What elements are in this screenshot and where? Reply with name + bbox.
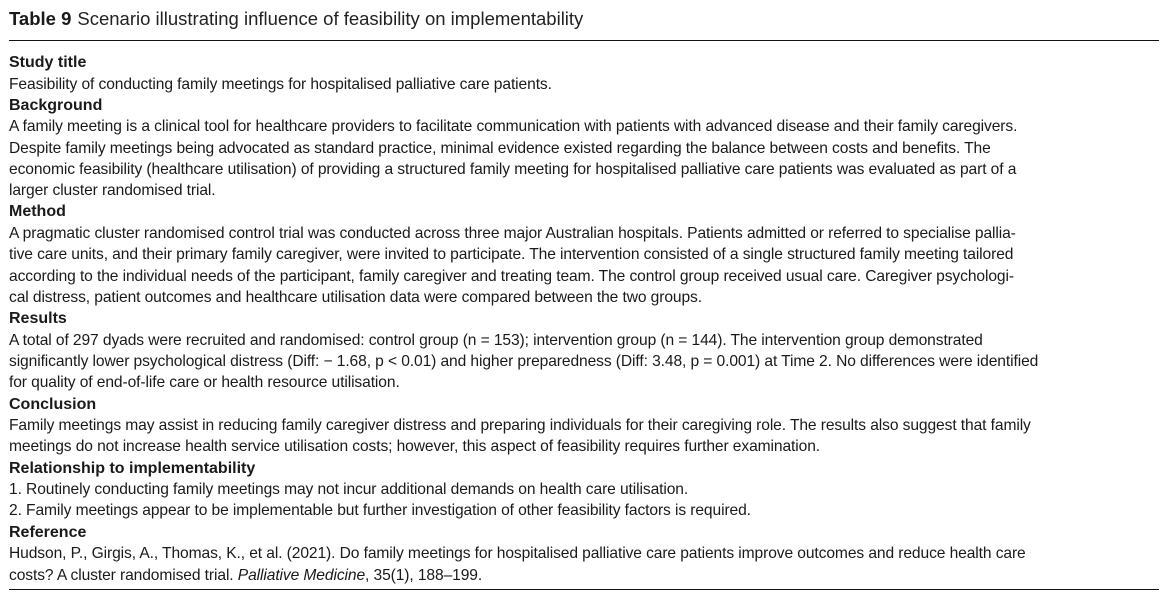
reference-text <box>9 543 1159 586</box>
text-line: meetings do not increase health service utilisation costs; however, this aspect of feasibility requires further examination. <box>9 438 821 456</box>
table-title: Scenario illustrating influence of feasibility on implementability <box>77 8 584 29</box>
section-text <box>9 415 1159 458</box>
section-conclusion <box>9 394 1159 458</box>
section-heading: Results <box>9 310 67 328</box>
section-text <box>9 479 1159 522</box>
section-background <box>9 95 1159 202</box>
section-reference <box>9 522 1159 586</box>
text-line: according to the individual needs of the participant, family caregiver and treating team. The control group received usual care. Caregiver psychologi- <box>9 267 1014 285</box>
text-line: larger cluster randomised trial. <box>9 182 216 200</box>
list-item: 2. Family meetings appear to be implementable but further investigation of other feasibility factors is required. <box>9 502 751 520</box>
table-body <box>9 41 1159 586</box>
section-heading: Conclusion <box>9 395 97 413</box>
text-line: for quality of end-of-life care or health resource utilisation. <box>9 374 400 392</box>
text-line: economic feasibility (healthcare utilisation) of providing a structured family meeting for hospitalised palliative care patients was evaluated as part of a <box>9 160 1017 178</box>
section-heading: Background <box>9 96 103 114</box>
section-text <box>9 330 1159 394</box>
table-label: Table 9 <box>9 8 72 29</box>
section-method <box>9 201 1159 308</box>
reference-text-part: , 35(1), 188–199. <box>365 566 483 584</box>
text-line: A pragmatic cluster randomised control trial was conducted across three major Australian hospitals. Patients admitted or referred to specialise pallia- <box>9 224 1016 242</box>
section-study-title <box>9 52 1159 95</box>
list-item: 1. Routinely conducting family meetings may not incur additional demands on health care utilisation. <box>9 481 689 499</box>
section-relationship <box>9 458 1159 522</box>
section-heading: Relationship to implementability <box>9 459 256 477</box>
text-line: A family meeting is a clinical tool for healthcare providers to facilitate communication with patients with advanced disease and their family caregivers. <box>9 118 1018 136</box>
text-line: significantly lower psychological distress (Diff: − 1.68, p < 0.01) and higher preparedness (Diff: 3.48, p = 0.001) at Time 2. No differences were identified <box>9 352 1039 370</box>
text-line: tive care units, and their primary family caregiver, were invited to participate. The intervention consisted of a single structured family meeting tailored <box>9 246 1014 264</box>
text-line: cal distress, patient outcomes and healthcare utilisation data were compared between the two groups. <box>9 288 702 306</box>
section-results <box>9 308 1159 393</box>
text-line: Feasibility of conducting family meetings for hospitalised palliative care patients. <box>9 75 552 93</box>
section-heading: Method <box>9 203 66 221</box>
section-text <box>9 223 1159 308</box>
text-line: Despite family meetings being advocated as standard practice, minimal evidence existed regarding the balance between costs and benefits. The <box>9 139 991 157</box>
section-text <box>9 116 1159 201</box>
text-line <box>9 565 1159 586</box>
reference-text-part: costs? A cluster randomised trial. <box>9 566 238 584</box>
section-heading: Study title <box>9 54 87 71</box>
journal-name: Palliative Medicine <box>237 566 366 584</box>
section-heading: Reference <box>9 523 87 541</box>
bottom-rule <box>9 589 1159 590</box>
text-line: A total of 297 dyads were recruited and randomised: control group (n = 153); intervention group (n = 144). The intervention group demonstrated <box>9 331 983 349</box>
text-line: Family meetings may assist in reducing family caregiver distress and preparing individuals for their caregiving role. The results also suggest that family <box>9 417 1031 435</box>
section-text <box>9 74 1159 95</box>
text-line: Hudson, P., Girgis, A., Thomas, K., et al. (2021). Do family meetings for hospitalised palliative care patients improve outcomes and reduce health care <box>9 545 1026 563</box>
table-caption <box>9 6 1159 33</box>
